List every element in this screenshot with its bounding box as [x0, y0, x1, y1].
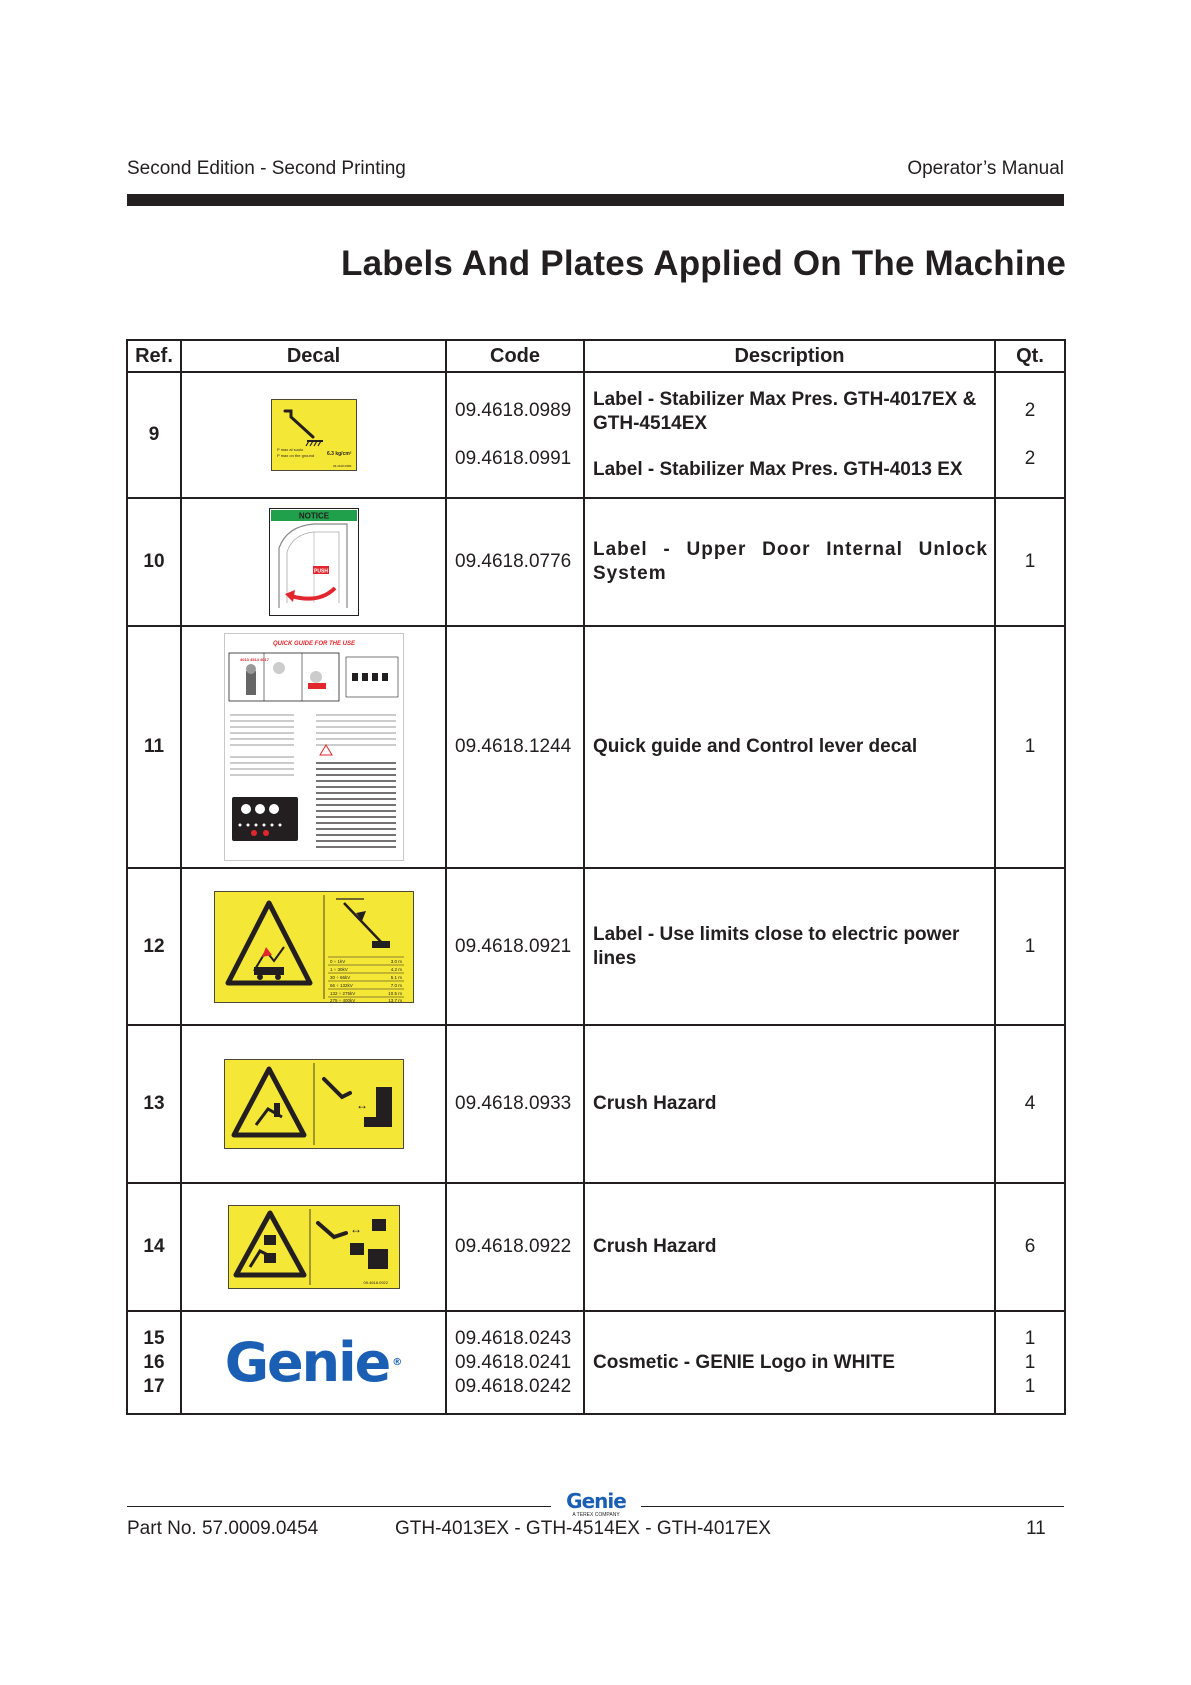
table-row — [127, 1025, 1065, 1183]
description-cell: Label - Use limits close to electric power lines — [584, 868, 995, 1025]
decal-banner: NOTICE — [298, 511, 329, 521]
description-value: Label - Stabilizer Max Pres. GTH-4013 EX — [593, 459, 963, 480]
svg-text:10.5 m: 10.5 m — [387, 990, 402, 996]
decal-cell — [181, 1311, 446, 1414]
crush-hazard-label-icon — [224, 1059, 404, 1149]
ref-value: 17 — [143, 1375, 165, 1397]
svg-text:13.7 m: 13.7 m — [387, 997, 402, 1003]
svg-text:66 ÷ 132kV: 66 ÷ 132kV — [329, 982, 353, 988]
description-cell: Label - Upper Door Internal Unlock System — [584, 498, 995, 626]
column-header-qty: Qt. — [995, 340, 1065, 372]
decal-heading: QUICK GUIDE FOR THE USE — [272, 641, 355, 647]
code-cell: 09.4618.1244 — [446, 626, 584, 868]
decal-model: 4013 4514 4017 — [239, 657, 269, 662]
column-header-description: Description — [584, 340, 995, 372]
qty-value: 1 — [1024, 1327, 1036, 1349]
description-cell: Quick guide and Control lever decal — [584, 626, 995, 868]
code-value: 09.4618.0989 — [455, 400, 572, 421]
decal-code: 09.4618.0922 — [363, 1280, 388, 1285]
description-cell — [584, 372, 995, 498]
footer-models: GTH-4013EX - GTH-4514EX - GTH-4017EX — [395, 1518, 771, 1539]
table-row — [127, 372, 1065, 498]
svg-text:1 ÷ 30kV: 1 ÷ 30kV — [329, 966, 348, 972]
page-number: 11 — [1026, 1518, 1046, 1539]
column-header-decal: Decal — [181, 340, 446, 372]
description-value: Label - Stabilizer Max Pres. GTH-4017EX & GTH-4514EX — [593, 389, 977, 434]
svg-text:4.2 m: 4.2 m — [390, 966, 402, 972]
decal-cell — [181, 626, 446, 868]
labels-table — [126, 339, 1066, 1415]
svg-text:5.1 m: 5.1 m — [390, 974, 402, 980]
page-title: Labels And Plates Applied On The Machine — [341, 244, 1066, 283]
genie-logo-text: Genie — [224, 1330, 390, 1394]
code-value: 09.4618.0991 — [455, 448, 572, 469]
svg-text:30 ÷ 66kV: 30 ÷ 66kV — [329, 974, 350, 980]
footer-logo-tagline: A TEREX COMPANY — [572, 1512, 620, 1518]
svg-text:132 ÷ 275kV: 132 ÷ 275kV — [329, 990, 355, 996]
header-edition: Second Edition - Second Printing — [127, 158, 406, 179]
qty-value: 1 — [1024, 1375, 1036, 1397]
quick-guide-label-icon — [224, 633, 404, 861]
svg-text:3.0 m: 3.0 m — [390, 958, 402, 964]
code-value: 09.4618.0242 — [455, 1375, 572, 1397]
table-row — [127, 1183, 1065, 1311]
decal-pressure-value: 6.3 kg/cm² — [326, 451, 351, 457]
qty-cell: 1 — [995, 498, 1065, 626]
table-header-row — [127, 340, 1065, 372]
code-cell: 09.4618.0776 — [446, 498, 584, 626]
table-row — [127, 498, 1065, 626]
description-cell: Cosmetic - GENIE Logo in WHITE — [584, 1311, 995, 1414]
header-manual: Operator’s Manual — [907, 158, 1064, 179]
stabilizer-pressure-label-icon — [271, 399, 357, 471]
svg-text:↔: ↔ — [349, 1222, 362, 1236]
qty-cell — [995, 372, 1065, 498]
decal-text-it: P max al suolo — [276, 447, 303, 452]
qty-cell: 4 — [995, 1025, 1065, 1183]
column-header-ref: Ref. — [127, 340, 181, 372]
electric-power-lines-label-icon — [214, 891, 414, 1003]
description-cell: Crush Hazard — [584, 1183, 995, 1311]
ref-cell: 14 — [127, 1183, 181, 1311]
decal-cell — [181, 1183, 446, 1311]
qty-value: 2 — [1024, 400, 1036, 421]
svg-text:↔: ↔ — [355, 1098, 368, 1112]
ref-cell: 10 — [127, 498, 181, 626]
decal-text-en: P max on the ground — [276, 453, 314, 458]
svg-text:275 ÷ 400kV: 275 ÷ 400kV — [329, 997, 355, 1003]
footer-genie-logo-icon: Genie — [566, 1489, 626, 1513]
code-cell: 09.4618.0933 — [446, 1025, 584, 1183]
ref-cell: 9 — [127, 372, 181, 498]
ref-value: 16 — [143, 1351, 165, 1373]
qty-cell — [995, 1311, 1065, 1414]
decal-cell — [181, 372, 446, 498]
code-value: 09.4618.0243 — [455, 1327, 572, 1349]
header-rule — [127, 194, 1064, 206]
svg-text:7.0 m: 7.0 m — [390, 982, 402, 988]
qty-cell: 1 — [995, 868, 1065, 1025]
code-cell — [446, 1311, 584, 1414]
decal-cell — [181, 498, 446, 626]
description-cell: Crush Hazard — [584, 1025, 995, 1183]
table-row — [127, 868, 1065, 1025]
code-cell: 09.4618.0922 — [446, 1183, 584, 1311]
ref-cell — [127, 1311, 181, 1414]
ref-cell: 13 — [127, 1025, 181, 1183]
svg-text:0 ÷ 1kV: 0 ÷ 1kV — [329, 958, 345, 964]
footer-part-number: Part No. 57.0009.0454 — [127, 1518, 319, 1539]
column-header-code: Code — [446, 340, 584, 372]
code-cell — [446, 372, 584, 498]
table-row — [127, 1311, 1065, 1414]
decal-cell — [181, 868, 446, 1025]
ref-cell: 11 — [127, 626, 181, 868]
code-value: 09.4618.0241 — [455, 1351, 572, 1373]
code-cell: 09.4618.0921 — [446, 868, 584, 1025]
genie-logo-icon: Genie ® — [224, 1330, 403, 1394]
qty-value: 1 — [1024, 1351, 1036, 1373]
table-row — [127, 626, 1065, 868]
qty-cell: 1 — [995, 626, 1065, 868]
ref-value: 15 — [143, 1327, 165, 1349]
decal-push: PUSH — [313, 568, 328, 575]
qty-value: 2 — [1024, 448, 1036, 469]
door-unlock-label-icon — [269, 508, 359, 616]
qty-cell: 6 — [995, 1183, 1065, 1311]
crush-hazard-hand-label-icon — [228, 1205, 400, 1289]
decal-cell — [181, 1025, 446, 1183]
decal-code: 09.4618.0989 — [332, 464, 351, 468]
ref-cell: 12 — [127, 868, 181, 1025]
